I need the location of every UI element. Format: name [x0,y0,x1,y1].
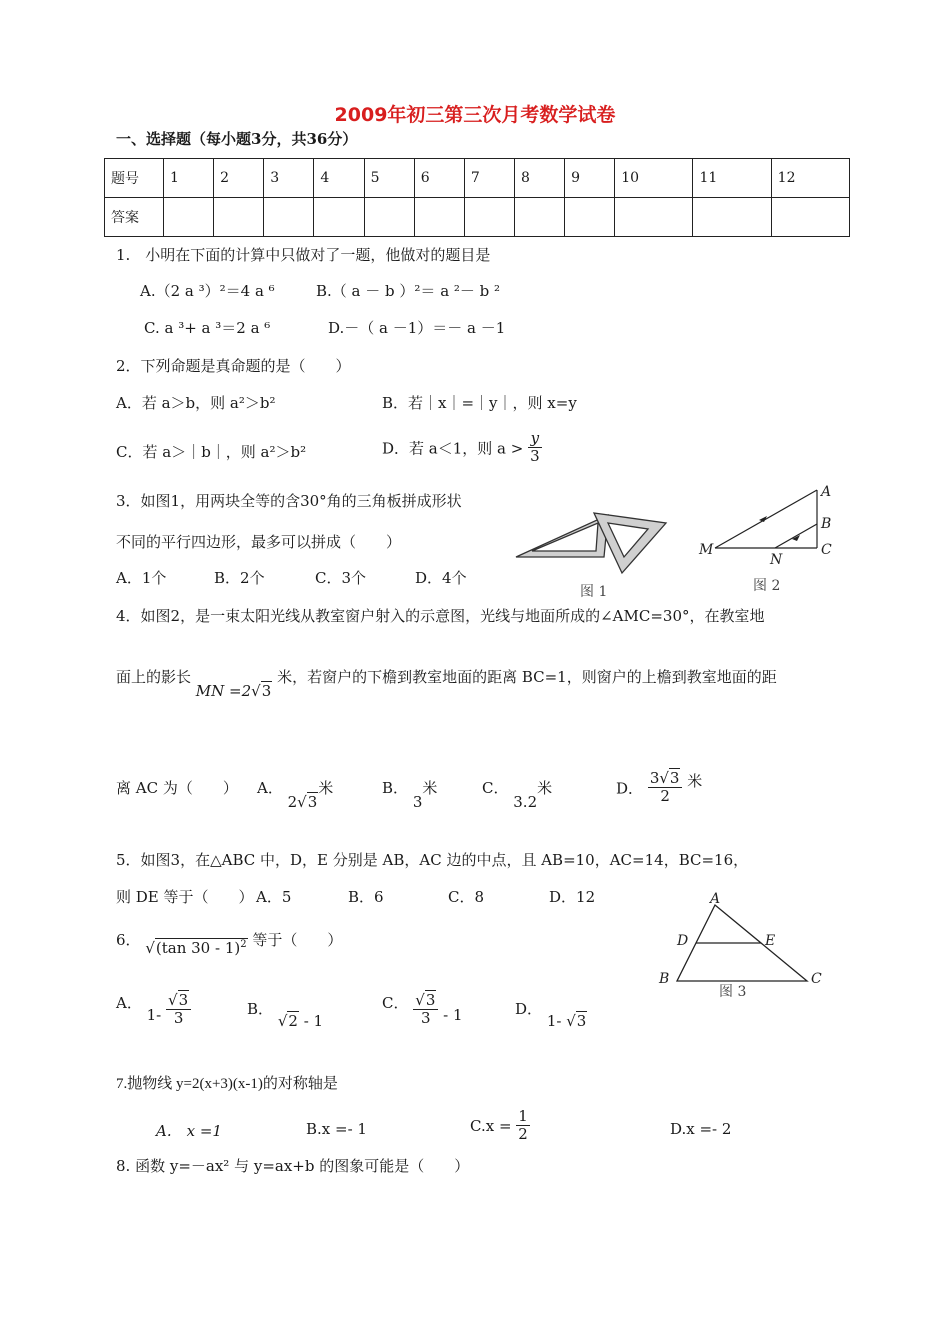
q7-option-b: B.x =- 1 [306,1120,367,1138]
table-cell: 1 [164,159,214,198]
table-cell: 2 [214,159,264,198]
mn-radicand: 3 [261,682,272,700]
answer-cell[interactable] [214,198,264,237]
q4-option-a [257,777,334,811]
answer-row [105,198,850,237]
option-value: 1- √3 [546,1012,587,1030]
option-fraction [648,770,683,806]
label-c: C [821,542,832,558]
q3-option-a: A．1个 [116,569,167,587]
q2-option-b: B．若｜x｜=｜y｜，则 x=y [382,394,577,412]
q8-stem: 8. 函数 y=－ax² 与 y=ax+b 的图象可能是（ ） [116,1157,470,1175]
option-label: D． [616,779,644,798]
answer-cell[interactable] [771,198,849,237]
label-b: B [659,971,670,987]
label-a: A [821,484,832,500]
mn-expression: MN =2√3 [195,682,272,700]
q1-option-a: A.（2 a ³）²＝4 a ⁶ [140,282,275,300]
label-m: M [699,542,714,558]
fraction-numerator: 3√3 [649,769,680,787]
unit-label: 米 [687,772,703,790]
q4-line2-prefix: 面上的影长 [116,668,192,686]
figure-3-triangle [655,888,835,1003]
page-title: 2009年初三第三次月考数学试卷 [334,104,616,126]
q1-option-d: D.－（ a －1）＝－ a －1 [328,319,506,337]
label-n: N [770,552,783,568]
fraction-numerator: √3 [168,991,189,1009]
radicand [155,938,248,957]
label-e: E [765,933,776,949]
q2-option-c: C．若 a＞｜b｜，则 a²＞b² [116,443,307,461]
q4-line2-suffix: 米，若窗户的下檐到教室地面的距离 BC=1，则窗户的上檐到教室地面的距 [277,668,777,686]
fraction-denominator: 3 [166,1009,191,1027]
table-cell: 12 [771,159,849,198]
answer-cell[interactable] [414,198,464,237]
option-label: B． [382,779,409,797]
unit-label: 米 [422,779,438,797]
figure-2-sunlight-diagram [695,482,845,597]
q7-option-c [470,1108,530,1144]
q2-option-d-text: D．若 a＜1，则 a > [382,439,524,458]
row-label-answer: 答案 [105,198,164,237]
table-cell: 8 [514,159,564,198]
figure-1-caption: 图 1 [580,584,608,600]
q2-option-d-fraction [528,430,542,466]
q2-option-d [382,430,542,466]
answer-table [104,158,850,237]
numerator-radicand: 3 [425,991,436,1009]
value-prefix: 1- [546,1012,562,1030]
table-cell: 9 [565,159,615,198]
q6-option-b [247,998,324,1030]
q1-option-c: C. a ³+ a ³＝2 a ⁶ [144,319,271,337]
value-radicand: 3 [576,1012,587,1030]
option-suffix: - 1 [443,1005,463,1024]
fraction-denominator: 2 [648,787,683,805]
table-cell: 3 [264,159,314,198]
numerator-radicand: 3 [669,769,680,787]
q6-option-c [382,992,463,1028]
radical-expression: √(tan 30 - 1)$^2$ [145,939,247,957]
q5-option-b: B．6 [348,888,384,906]
answer-cell[interactable] [364,198,414,237]
unit-label: 米 [537,779,553,797]
table-cell: 4 [314,159,364,198]
q6-suffix: 等于（ ） [252,931,343,949]
section-heading: 一、选择题（每小题3分，共36分） [116,130,358,148]
table-cell: 5 [364,159,414,198]
option-label: A． [257,779,283,797]
numerator-coefficient: 3 [649,769,660,787]
q3-option-b: B．2个 [214,569,265,587]
exponent: 2 [240,939,247,950]
q3-option-c: C．3个 [315,569,367,587]
q6-option-a [116,992,191,1028]
answer-cell[interactable] [693,198,771,237]
option-value: 3.2 [513,793,538,811]
q1-option-b: B.（ a － b ）²＝ a ²－ b ² [316,282,501,300]
option-fraction [413,992,438,1028]
table-cell: 6 [414,159,464,198]
question-number: 6． [116,931,141,949]
figure-1-set-squares [512,505,672,600]
question-number-row [105,159,850,198]
table-cell: 7 [464,159,514,198]
figure-3-caption: 图 3 [719,984,747,1000]
light-ray-bn [775,524,817,548]
mn-expression-text: MN =2 [195,682,252,700]
set-square-left-shape [516,515,608,557]
label-d: D [677,933,689,949]
option-label: C． [482,779,509,797]
option-prefix: 1- [146,1005,162,1024]
table-cell: 11 [693,159,771,198]
q4-option-d [616,770,702,806]
option-value: 2√3 [287,793,318,811]
q7-option-d: D.x =- 2 [670,1120,732,1138]
figure-2-caption: 图 2 [753,578,781,594]
option-fraction [516,1108,530,1144]
label-c: C [811,971,822,987]
answer-cell[interactable] [514,198,564,237]
q6-stem [116,929,343,957]
option-label: A． [116,994,142,1012]
unit-label: 米 [318,779,334,797]
q5-option-d: D．12 [549,888,596,906]
answer-cell[interactable] [164,198,214,237]
numerator-radicand: 3 [178,991,189,1009]
table-cell: 10 [615,159,693,198]
option-value: 3 [412,793,423,811]
q4-line1: 4．如图2，是一束太阳光线从教室窗户射入的示意图，光线与地面所成的∠AMC=30°，在教室地 [116,607,765,625]
light-ray-am [715,490,817,548]
q3-option-d: D．4个 [415,569,467,587]
value-radicand: 2 [288,1012,298,1030]
option-value: √2 - 1 [277,1012,324,1030]
answer-cell[interactable] [615,198,693,237]
q5-line1: 5．如图3，在△ABC 中，D，E 分别是 AB，AC 边的中点，且 AB=10，AC=14，BC=16， [116,851,749,869]
fraction-denominator: 3 [530,447,540,466]
fraction-denominator: 3 [413,1009,438,1027]
answer-cell[interactable] [264,198,314,237]
option-label: B． [247,1000,274,1018]
row-label-number: 题号 [105,159,164,198]
option-prefix: C.x = [470,1116,512,1135]
q3-line2: 不同的平行四边形，最多可以拼成（ ） [116,533,402,551]
value-suffix: - 1 [303,1012,324,1030]
radicand-text: (tan 30 - 1) [155,939,241,957]
fraction-numerator: y [530,429,540,447]
option-fraction [166,992,191,1028]
q1-stem: 1. 小明在下面的计算中只做对了一题，他做对的题目是 [116,246,491,264]
option-label: D． [515,1000,543,1018]
q5-line2: 则 DE 等于（ ） [116,888,254,906]
q4-option-b [382,777,438,811]
label-a: A [710,891,721,907]
label-b: B [821,516,832,532]
q7-stem: 7.抛物线 y=2(x+3)(x-1)的对称轴是 [116,1076,338,1092]
q5-option-c: C．8 [448,888,485,906]
fraction-denominator: 2 [518,1125,528,1144]
answer-cell[interactable] [565,198,615,237]
answer-cell[interactable] [314,198,364,237]
q3-line1: 3．如图1，用两块全等的含30°角的三角板拼成形状 [116,492,462,510]
q4-line2 [116,666,777,700]
q2-stem: 2．下列命题是真命题的是（ ） [116,357,351,375]
q7-option-a: A. x =1 [156,1122,222,1140]
answer-cell[interactable] [464,198,514,237]
value-coefficient: 2 [287,793,298,811]
q4-line3: 离 AC 为（ ） [116,779,238,797]
q5-option-a: A．5 [256,888,292,906]
fraction-numerator: √3 [415,991,436,1009]
fraction-numerator: 1 [518,1107,528,1125]
q2-option-a: A．若 a＞b，则 a²＞b² [116,394,276,412]
value-radicand: 3 [307,793,318,811]
q4-option-c [482,777,553,811]
q6-option-d [515,998,587,1030]
option-label: C． [382,994,409,1012]
